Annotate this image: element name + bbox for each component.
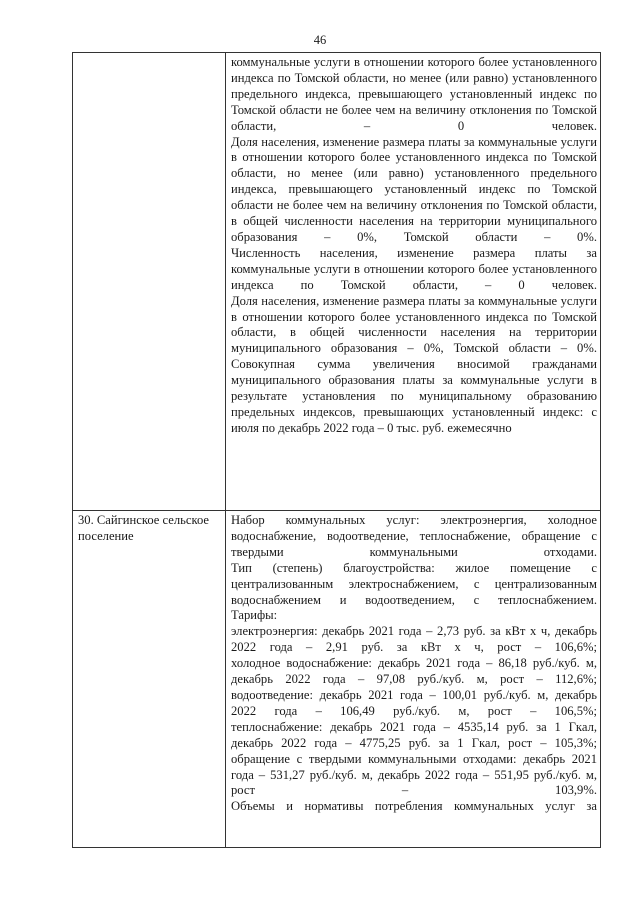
municipality-cell xyxy=(73,511,226,848)
description-cell xyxy=(226,511,601,848)
paragraph: Доля населения, изменение размера платы за коммунальные услуги в отношении которого более установленного индекса по Томской области, в общей численности населения на территории муниципального образования – 0%, Томской области – 0%. xyxy=(231,293,597,356)
paragraph: Объемы и нормативы потребления коммунальных услуг за xyxy=(231,799,597,814)
table-row xyxy=(73,53,601,511)
paragraph: холодное водоснабжение: декабрь 2021 года – 86,18 руб./куб. м, декабрь 2022 года – 97,08 руб./куб. м, рост – 112,6%; xyxy=(231,656,597,687)
paragraph: Совокупная сумма увеличения вносимой гражданами муниципального образования платы за коммунальные услуги в результате установления по муниципальному образованию предельных индексов, превышающих установленный индекс: с июля по декабрь 2022 года – 0 тыс. руб. ежемесячно xyxy=(231,357,597,435)
table-row xyxy=(73,511,601,848)
paragraph: электроэнергия: декабрь 2021 года – 2,73 руб. за кВт х ч, декабрь 2022 года – 2,91 руб. за кВт х ч, рост – 106,6%; xyxy=(231,624,597,655)
description-cell xyxy=(226,53,601,511)
paragraph: обращение с твердыми коммунальными отходами: декабрь 2021 года – 531,27 руб./куб. м, декабрь 2022 года – 551,95 руб./куб. м, рост – 103,9%. xyxy=(231,751,597,798)
municipality-cell xyxy=(73,53,226,511)
paragraph: коммунальные услуги в отношении которого более установленного индекса по Томской области, но менее (или равно) установленного предельного индекса, превышающего установленный индекс по Томской области не более чем на величину отклонения по Томской области, – 0 человек. xyxy=(231,55,597,133)
paragraph: Тип (степень) благоустройства: жилое помещение с централизованным электроснабжением, с централизованным водоснабжением и водоотведением, с теплоснабжением. xyxy=(231,560,597,607)
paragraph: теплоснабжение: декабрь 2021 года – 4535,14 руб. за 1 Гкал, декабрь 2022 года – 4775,25 руб. за 1 Гкал, рост – 105,3%; xyxy=(231,719,597,750)
paragraph: Доля населения, изменение размера платы за коммунальные услуги в отношении которого более установленного индекса по Томской области, но менее (или равно) установленного предельного индекса, превышающего установленный индекс по Томской области не более чем на величину отклонения по Томской области, в общей численности населения на территории муниципального образования – 0%, Томской области – 0%. xyxy=(231,134,597,244)
municipality-label xyxy=(73,53,225,55)
municipality-label: 30. Сайгинское сельское поселение xyxy=(78,513,209,543)
paragraph: Набор коммунальных услуг: электроэнергия, холодное водоснабжение, водоотведение, теплоснабжение, обращение с твердыми коммунальными отходами. xyxy=(231,513,597,559)
municipal-utilities-table xyxy=(72,52,601,848)
paragraph: водоотведение: декабрь 2021 года – 100,01 руб./куб. м, декабрь 2022 года – 106,49 руб./куб. м, рост – 106,5%; xyxy=(231,687,597,718)
paragraph: Численность населения, изменение размера платы за коммунальные услуги в отношении которого более установленного индекса по Томской области, – 0 человек. xyxy=(231,245,597,292)
paragraph: Тарифы: xyxy=(231,608,278,623)
page-number: 46 xyxy=(313,33,327,47)
